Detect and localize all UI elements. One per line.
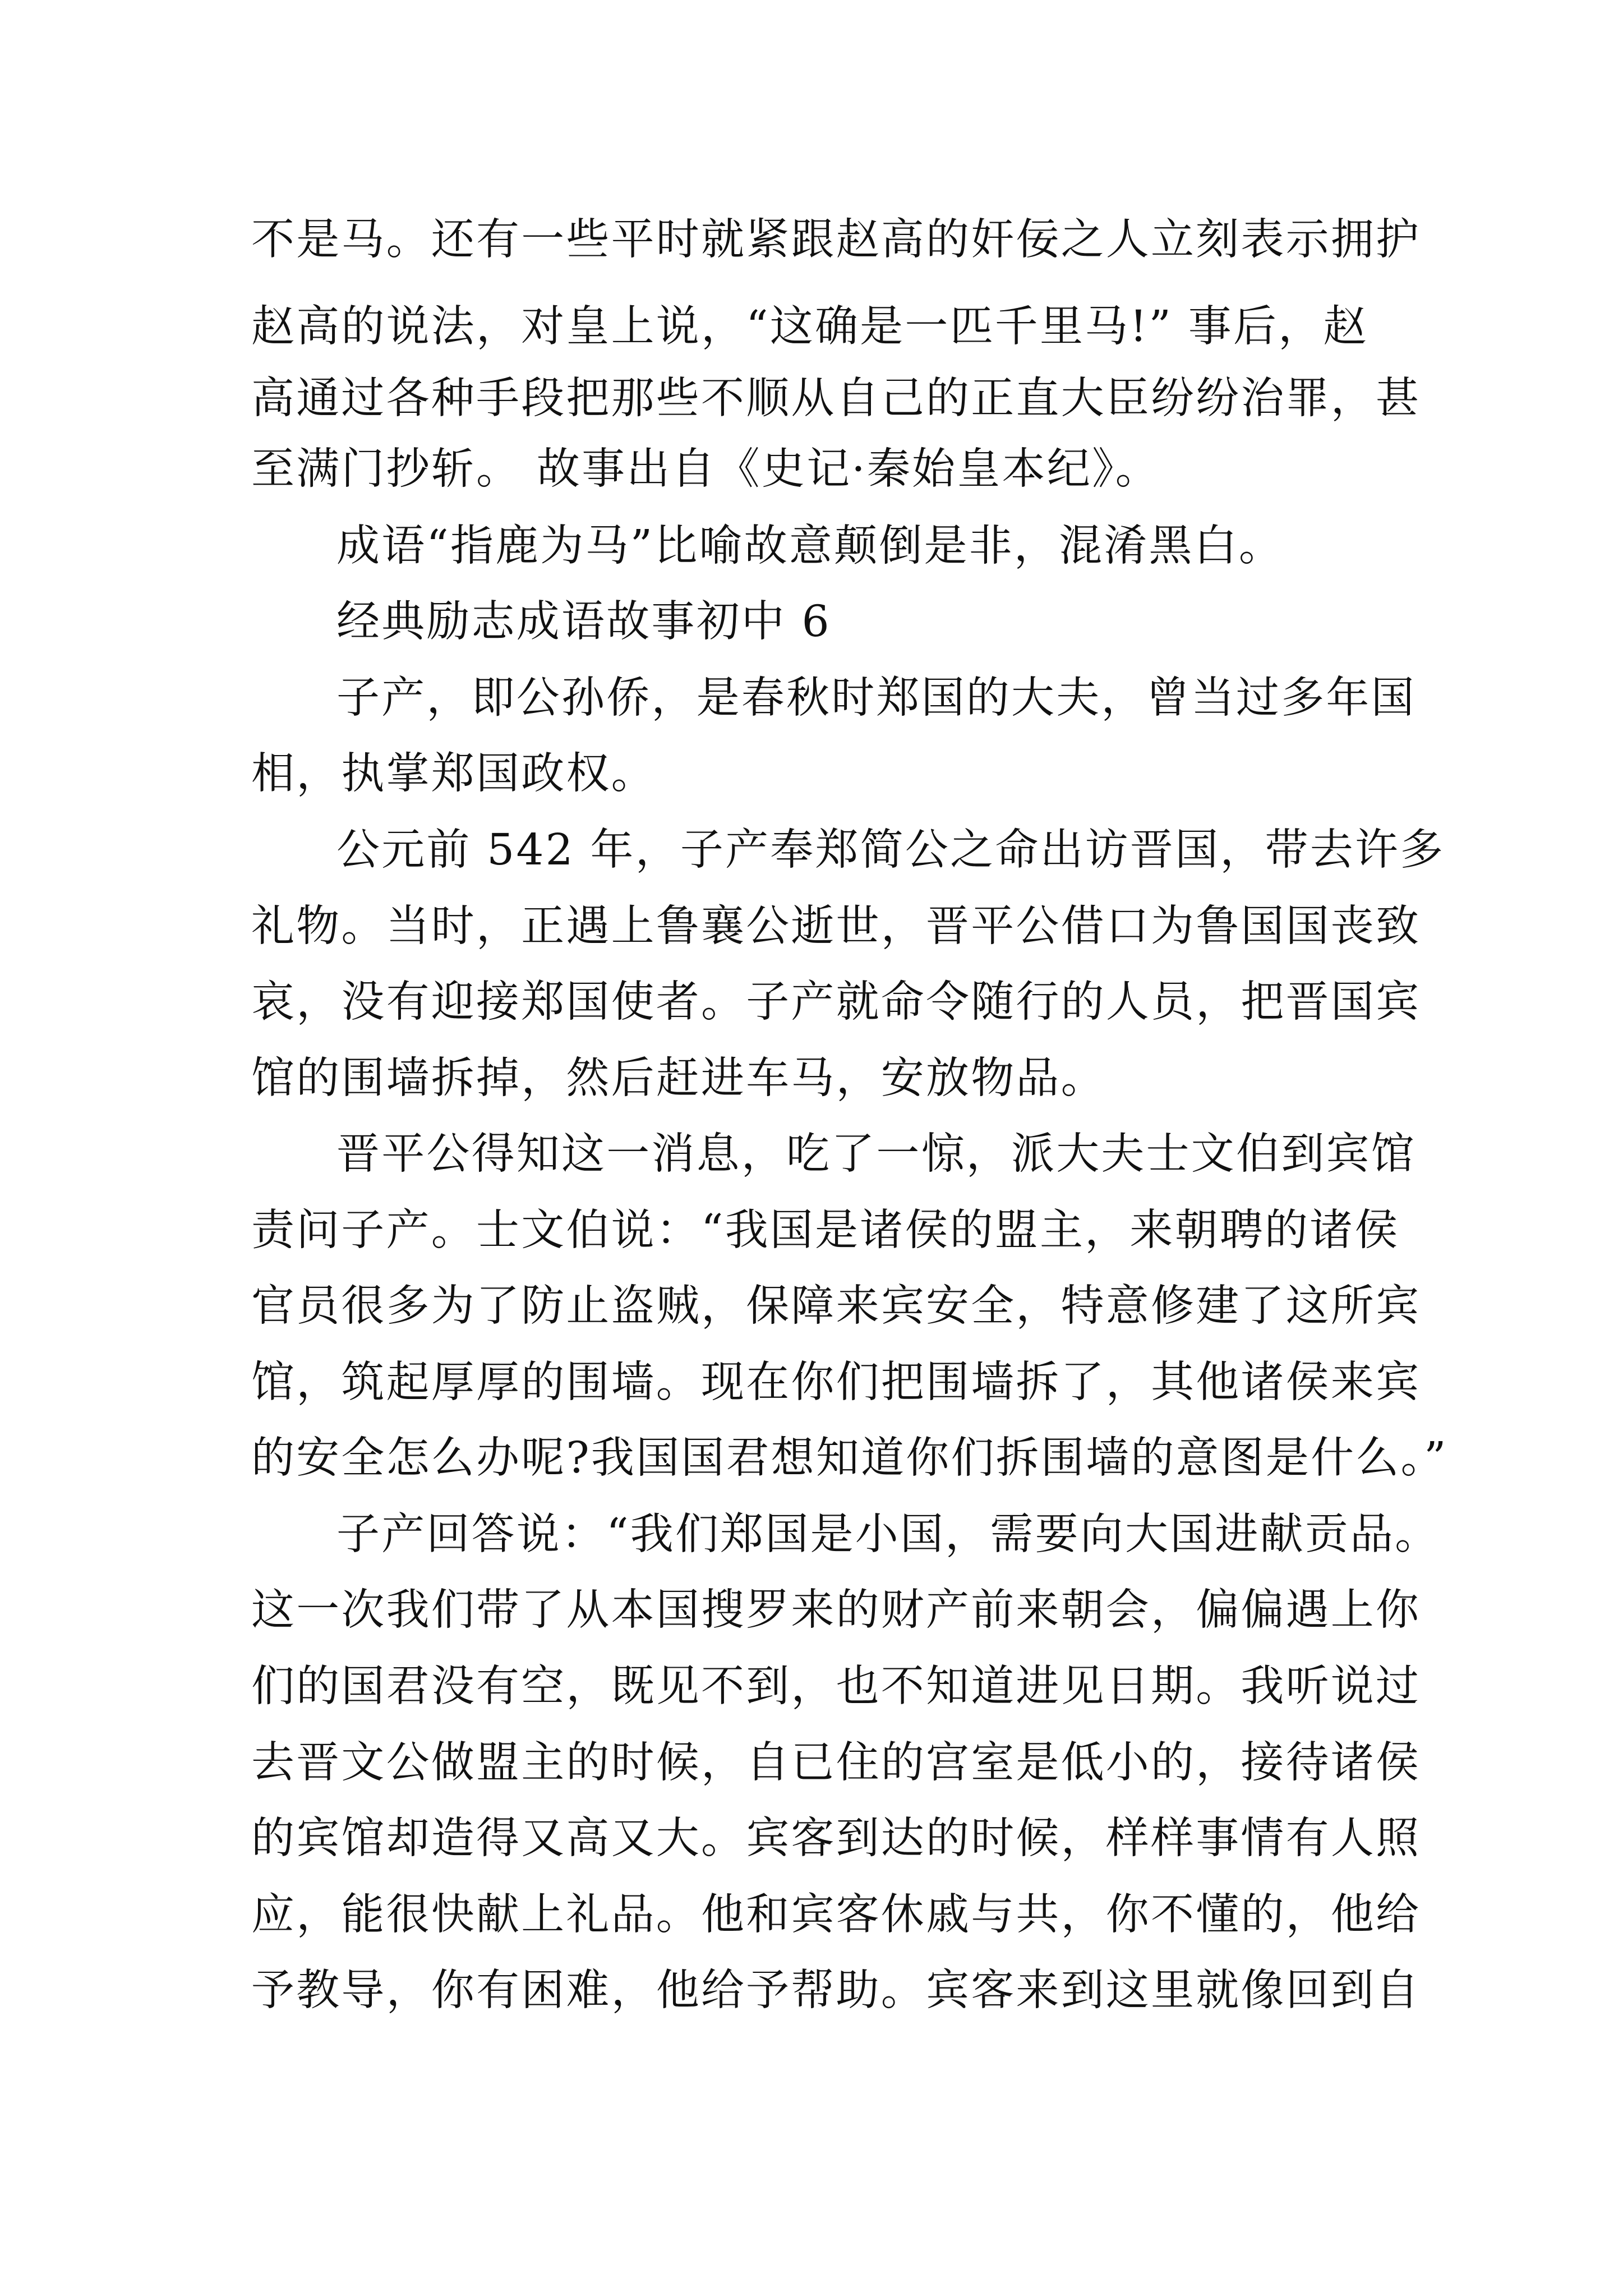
text-line: 相，执掌郑国政权。 <box>251 749 656 799</box>
text-line: 至满门抄斩。 故事出自《史记·秦始皇本纪》。 <box>251 444 1160 494</box>
text-line: 礼物。当时，正遇上鲁襄公逝世，晋平公借口为鲁国国丧致 <box>251 901 1421 951</box>
text-line: 不是马。还有一些平时就紧跟赵高的奸佞之人立刻表示拥护 <box>251 215 1421 265</box>
text-line: 赵高的说法，对皇上说，“这确是一匹千里马!” 事后，赵 <box>251 302 1368 352</box>
text-line: 们的国君没有空，既见不到，也不知道进见日期。我听说过 <box>251 1662 1421 1711</box>
text-line: 成语“指鹿为马”比喻故意颠倒是非，混淆黑白。 <box>336 521 1284 571</box>
text-line: 这一次我们带了从本国搜罗来的财产前来朝会，偏偏遇上你 <box>251 1585 1421 1635</box>
text-line: 责问子产。士文伯说：“我国是诸侯的盟主，来朝聘的诸侯 <box>251 1205 1400 1255</box>
text-line: 应，能很快献上礼品。他和宾客休戚与共，你不懂的，他给 <box>251 1890 1421 1940</box>
text-line: 的宾馆却造得又高又大。宾客到达的时候，样样事情有人照 <box>251 1814 1421 1864</box>
text-line: 的安全怎么办呢?我国国君想知道你们拆围墙的意图是什么。” <box>251 1433 1448 1483</box>
text-line: 高通过各种手段把那些不顺从自己的正直大臣纷纷治罪，甚 <box>251 374 1421 424</box>
text-line: 予教导，你有困难，他给予帮助。宾客来到这里就像回到自 <box>251 1966 1421 2016</box>
text-line: 馆，筑起厚厚的围墙。现在你们把围墙拆了，其他诸侯来宾 <box>251 1358 1421 1407</box>
text-line: 子产回答说：“我们郑国是小国，需要向大国进献贡品。 <box>336 1510 1440 1559</box>
section-heading: 经典励志成语故事初中 6 <box>336 597 831 647</box>
text-line: 公元前 542 年，子产奉郑简公之命出访晋国，带去许多 <box>336 825 1445 875</box>
text-line: 去晋文公做盟主的时候，自已住的宫室是低小的，接待诸侯 <box>251 1738 1421 1788</box>
text-line: 官员很多为了防止盗贼，保障来宾安全，特意修建了这所宾 <box>251 1281 1421 1331</box>
text-line: 晋平公得知这一消息，吃了一惊，派大夫士文伯到宾馆 <box>336 1129 1416 1179</box>
text-line: 馆的围墙拆掉，然后赶进车马，安放物品。 <box>251 1053 1106 1103</box>
text-line: 子产，即公孙侨，是春秋时郑国的大夫，曾当过多年国 <box>336 673 1416 723</box>
text-line: 哀，没有迎接郑国使者。子产就命令随行的人员，把晋国宾 <box>251 977 1421 1027</box>
